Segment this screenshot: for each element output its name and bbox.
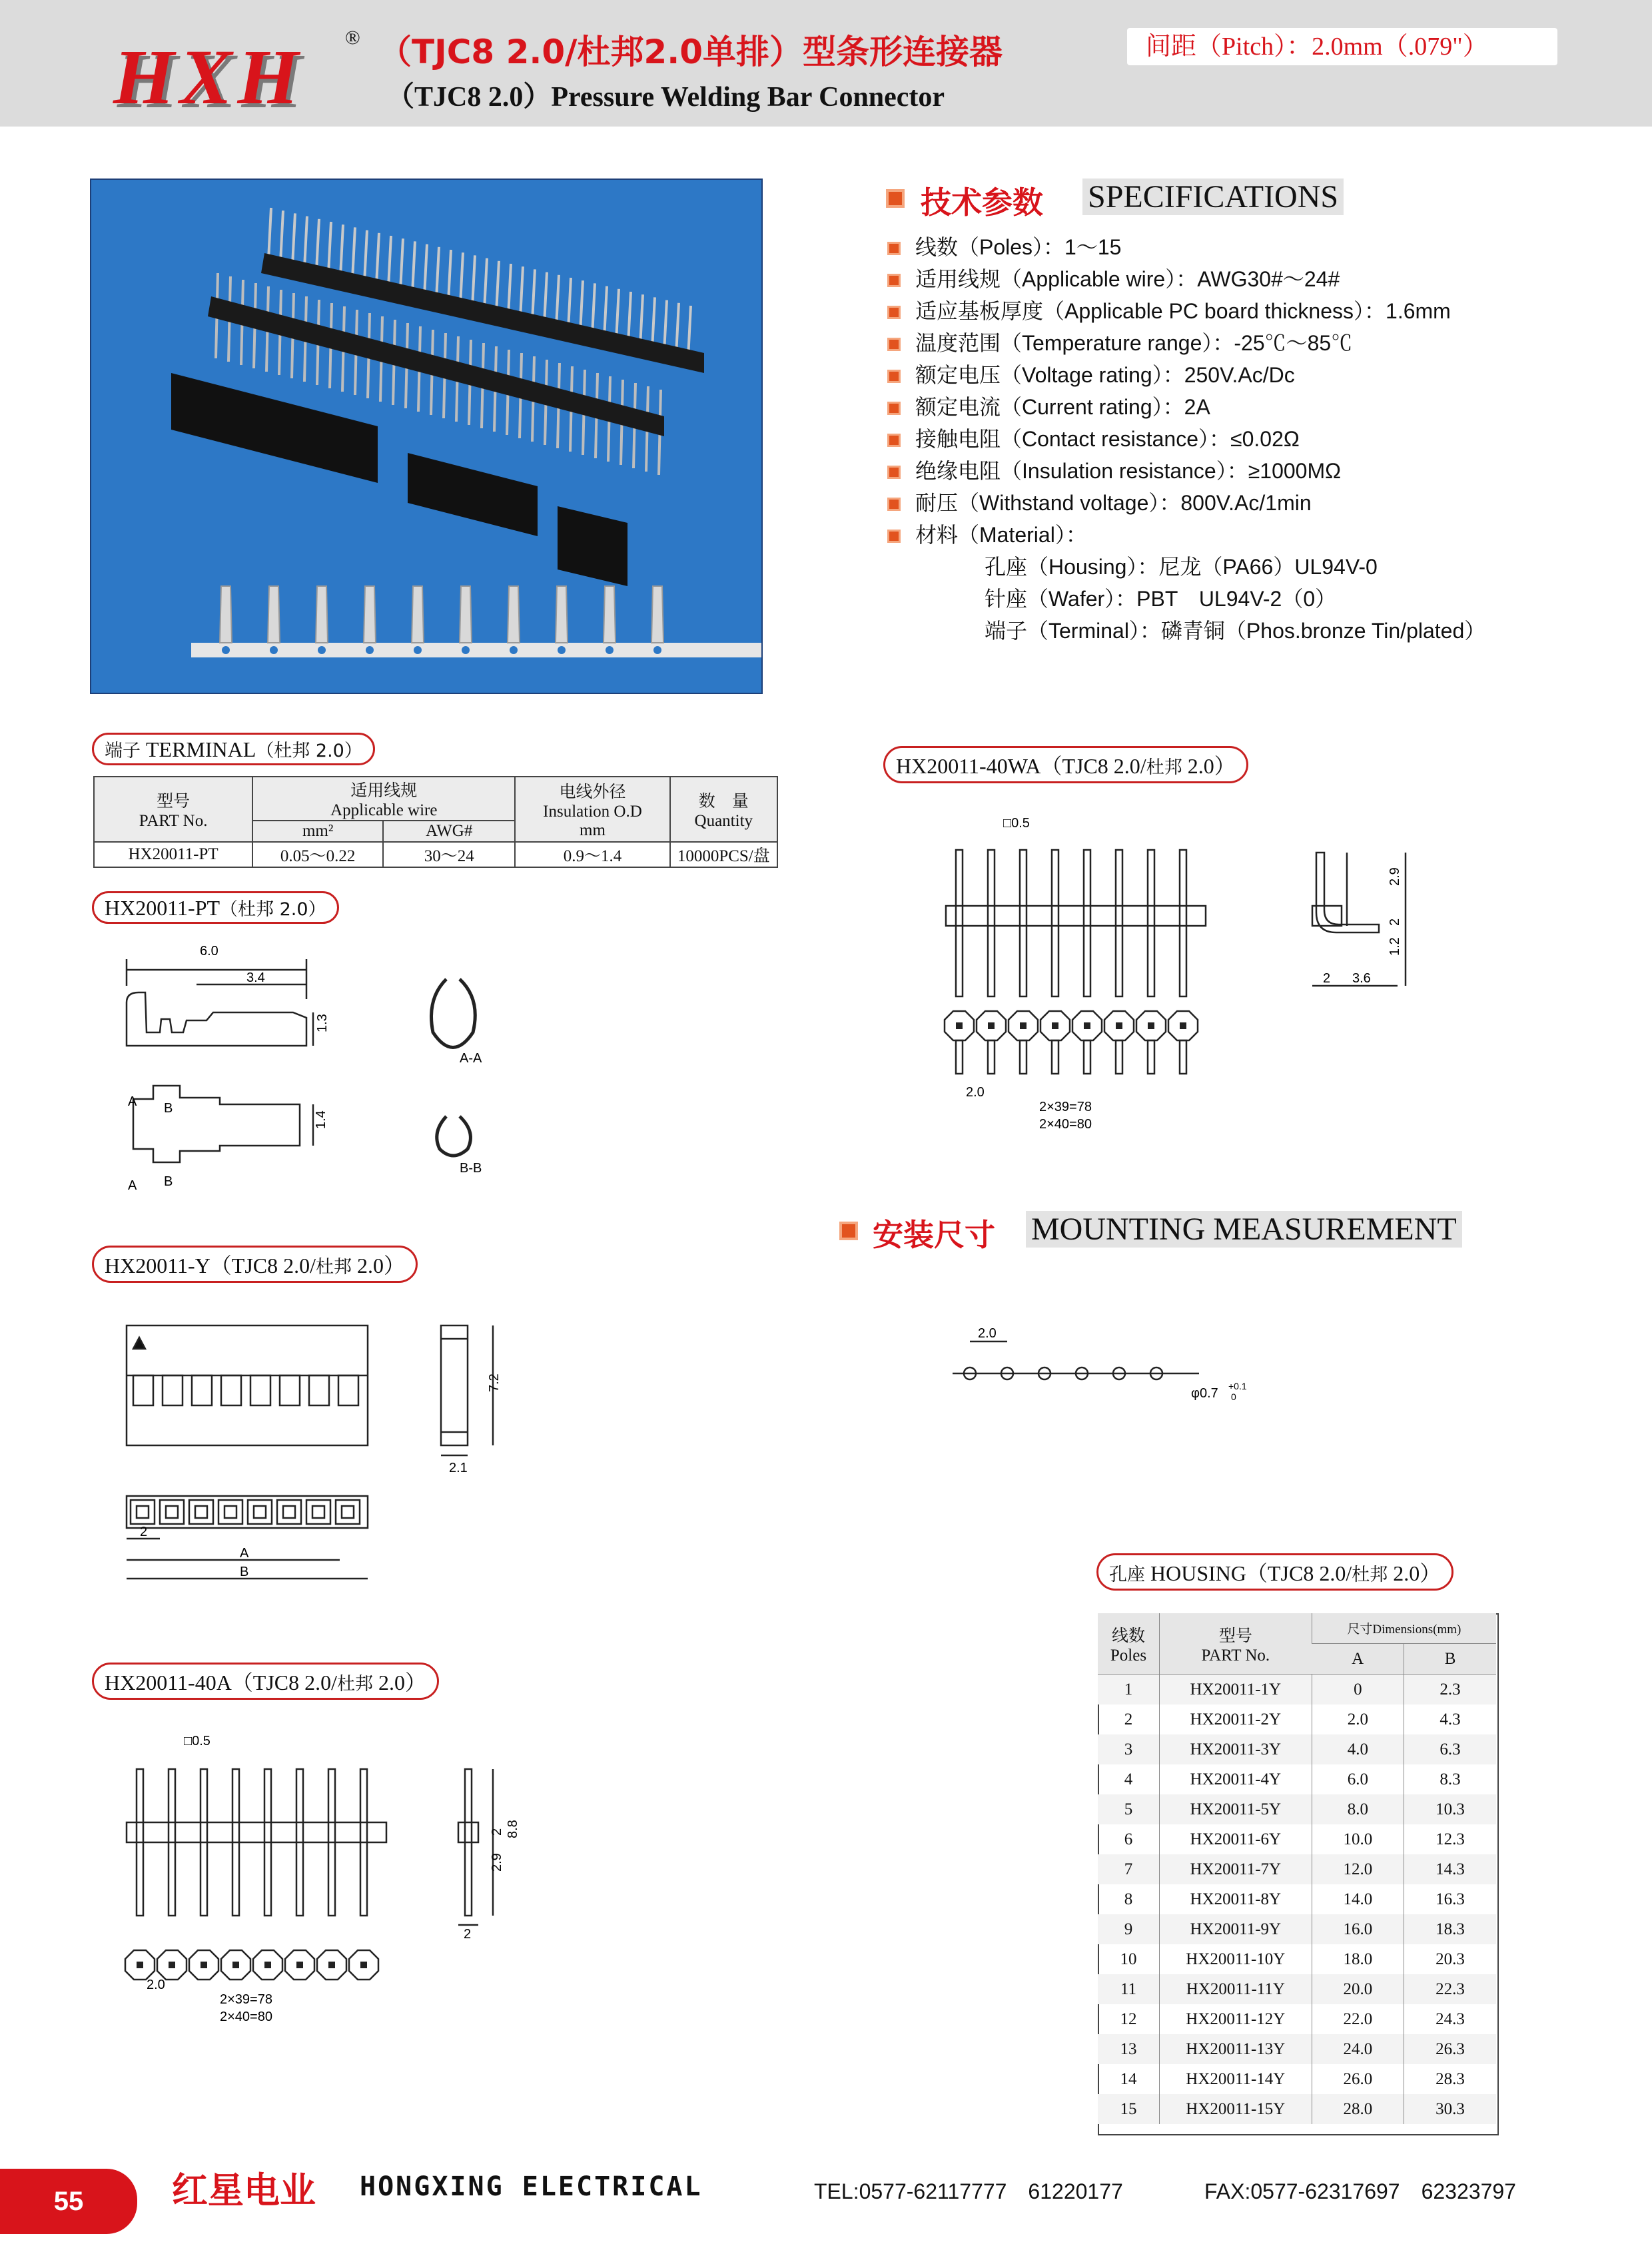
a40-tag-tail: 2.0） bbox=[373, 1671, 427, 1694]
table-row bbox=[1098, 1914, 1496, 1944]
spec-line bbox=[887, 328, 1352, 358]
brand-logo: HXH bbox=[113, 33, 304, 121]
company-name-en: HONGXING ELECTRICAL bbox=[360, 2171, 703, 2202]
spec-text: 耐压（Withstand voltage）：800V.Ac/1min bbox=[915, 491, 1312, 515]
housing-tag bbox=[1096, 1553, 1453, 1591]
cell-b: 18.3 bbox=[1404, 1914, 1496, 1944]
spec-line bbox=[887, 392, 1210, 422]
header-od-en: Insulation O.D bbox=[543, 803, 642, 821]
terminal-tag-en: TERMINAL bbox=[146, 737, 256, 761]
dim-width: 2.1 bbox=[449, 1461, 468, 1475]
col-part bbox=[94, 777, 252, 842]
terminal-tag bbox=[92, 733, 375, 765]
dim-pitch: 2 bbox=[140, 1525, 148, 1539]
cell-part: HX20011-11Y bbox=[1159, 1974, 1312, 2004]
cell-a: 14.0 bbox=[1312, 1884, 1404, 1914]
cell-part: HX20011-10Y bbox=[1159, 1944, 1312, 1974]
page-number: 55 bbox=[0, 2169, 137, 2234]
dim-width: 2 bbox=[464, 1927, 472, 1942]
header-dims-en: Dimensions(mm) bbox=[1372, 1623, 1461, 1637]
a40-tag-paren: （TJC8 2.0/ bbox=[231, 1671, 338, 1694]
footer-fax: FAX:0577-62317697 62323797 bbox=[1204, 2179, 1516, 2203]
cell-part: HX20011-15Y bbox=[1159, 2094, 1312, 2124]
spec-line bbox=[887, 296, 1451, 326]
spec-text: 额定电压（Voltage rating）：250V.Ac/Dc bbox=[915, 363, 1295, 387]
cell-poles: 12 bbox=[1120, 2010, 1137, 2028]
cell-awg: 30～24 bbox=[383, 842, 515, 867]
cell-a: 4.0 bbox=[1312, 1734, 1404, 1764]
cell-poles: 14 bbox=[1120, 2069, 1137, 2088]
cell-part: HX20011-2Y bbox=[1159, 1704, 1312, 1734]
spec-text: 适应基板厚度（Applicable PC board thickness）：1.6mm bbox=[915, 299, 1451, 323]
mounting-hole-drawing bbox=[946, 1319, 1266, 1405]
y-tag-tail: 2.0） bbox=[352, 1254, 406, 1278]
cell-poles: 2 bbox=[1124, 1710, 1133, 1728]
dim-height: 1.3 bbox=[315, 1014, 330, 1032]
header-wire-en: Applicable wire bbox=[330, 801, 438, 819]
cell-a: 18.0 bbox=[1312, 1944, 1404, 1974]
cell-part: HX20011-5Y bbox=[1159, 1794, 1312, 1824]
dim-v1: 2.9 bbox=[1388, 867, 1402, 886]
bullet-icon bbox=[887, 242, 901, 255]
terminal-tag-cn: 端子 bbox=[105, 741, 141, 761]
table-row bbox=[1098, 1974, 1496, 2004]
cell-part: HX20011-4Y bbox=[1159, 1764, 1312, 1794]
cell-poles: 4 bbox=[1124, 1770, 1133, 1788]
dim-lower-height: 2.9 bbox=[490, 1853, 504, 1872]
housing-table bbox=[1098, 1613, 1496, 2124]
table-row bbox=[1098, 1764, 1496, 1794]
header-b: B bbox=[1404, 1644, 1496, 1675]
right-angle-header-drawing bbox=[939, 806, 1426, 1146]
dim-b: B bbox=[240, 1565, 249, 1579]
table-row bbox=[1098, 1704, 1496, 1734]
bullet-icon bbox=[887, 306, 901, 319]
header-poles-en: Poles bbox=[1110, 1646, 1147, 1665]
spec-line bbox=[887, 424, 1300, 454]
housing-tag-cn: 孔座 bbox=[1109, 1565, 1145, 1585]
header-part-cn: 型号 bbox=[1218, 1627, 1252, 1645]
cell-poles: 7 bbox=[1098, 1854, 1159, 1884]
spec-line bbox=[887, 264, 1340, 294]
cell-poles: 1 bbox=[1098, 1675, 1159, 1705]
specs-heading-en: SPECIFICATIONS bbox=[1082, 179, 1344, 215]
cell-b: 4.3 bbox=[1404, 1704, 1496, 1734]
header-od-mm: mm bbox=[580, 821, 606, 839]
col-qty bbox=[670, 777, 777, 842]
cell-mm2: 0.05～0.22 bbox=[252, 842, 383, 867]
cell-poles: 3 bbox=[1098, 1734, 1159, 1764]
bullet-icon bbox=[887, 274, 901, 287]
dim-l1: 2×39=78 bbox=[1039, 1100, 1092, 1114]
footer-tel: TEL:0577-62117777 61220177 bbox=[814, 2179, 1123, 2203]
table-row bbox=[1098, 1944, 1496, 1974]
cell-poles: 5 bbox=[1098, 1794, 1159, 1824]
cell-poles: 11 bbox=[1098, 1974, 1159, 2004]
spec-line bbox=[887, 456, 1341, 486]
material-line: 孔座（Housing）：尼龙（PA66）UL94V-0 bbox=[985, 555, 1378, 579]
section-bullet-icon bbox=[839, 1222, 858, 1240]
table-row bbox=[1098, 1824, 1496, 1854]
spec-line bbox=[887, 232, 1121, 262]
cell-a: 12.0 bbox=[1312, 1854, 1404, 1884]
header-mm2: mm² bbox=[252, 821, 383, 842]
a40-tag-cn: 杜邦 bbox=[337, 1674, 374, 1694]
pt-tag-en: HX20011-PT bbox=[105, 896, 220, 920]
cell-od: 0.9～1.4 bbox=[515, 842, 669, 867]
spec-line bbox=[887, 488, 1312, 518]
col-od bbox=[515, 777, 669, 842]
mounting-heading-en: MOUNTING MEASUREMENT bbox=[1026, 1211, 1462, 1248]
dim-pitch: 2.0 bbox=[966, 1085, 985, 1100]
cell-a: 6.0 bbox=[1312, 1764, 1404, 1794]
cell-part: HX20011-7Y bbox=[1159, 1854, 1312, 1884]
spec-text: 温度范围（Temperature range）：-25℃～85℃ bbox=[915, 331, 1353, 355]
table-row bbox=[1098, 1884, 1496, 1914]
col-poles bbox=[1098, 1613, 1159, 1675]
wa40-tag-cn: 杜邦 bbox=[1146, 757, 1182, 778]
table-row bbox=[1098, 2004, 1496, 2034]
bullet-icon bbox=[887, 434, 901, 447]
dim-h2: 3.6 bbox=[1352, 971, 1371, 986]
bullet-icon bbox=[887, 402, 901, 415]
wa40-drawing-tag bbox=[883, 746, 1248, 783]
header-part-en: PART No. bbox=[1201, 1646, 1270, 1665]
a40-tag-en: HX20011-40A bbox=[105, 1671, 232, 1694]
wa40-tag-paren: （TJC8 2.0/ bbox=[1040, 754, 1146, 778]
cell-b: 12.3 bbox=[1404, 1824, 1496, 1854]
cell-b: 16.3 bbox=[1404, 1884, 1496, 1914]
table-row bbox=[1098, 1734, 1496, 1764]
dim-width: 1.4 bbox=[314, 1110, 328, 1129]
cell-a: 0 bbox=[1312, 1675, 1404, 1705]
spec-text: 适用线规（Applicable wire）：AWG30#～24# bbox=[915, 267, 1340, 291]
housing-tag-en: HOUSING bbox=[1150, 1561, 1246, 1585]
cell-a: 26.0 bbox=[1312, 2064, 1404, 2094]
cell-b: 30.3 bbox=[1404, 2094, 1496, 2124]
dim-tol-dn: 0 bbox=[1231, 1391, 1236, 1402]
pt-tag-cn: （杜邦 2.0） bbox=[220, 899, 326, 920]
cell-poles: 15 bbox=[1098, 2094, 1159, 2124]
cell-poles: 6 bbox=[1124, 1830, 1133, 1848]
registered-mark: ® bbox=[345, 27, 360, 49]
header-qty-en: Quantity bbox=[694, 812, 753, 830]
dim-length: 6.0 bbox=[200, 946, 218, 958]
dim-l2: 2×40=80 bbox=[220, 2010, 272, 2024]
dim-tol-up: +0.1 bbox=[1228, 1381, 1247, 1391]
cell-poles: 8 bbox=[1124, 1890, 1133, 1908]
col-wire bbox=[252, 777, 515, 821]
header-od-cn: 电线外径 bbox=[559, 783, 626, 801]
cell-part: HX20011-14Y bbox=[1159, 2064, 1312, 2094]
housing-tag-cn2: 杜邦 bbox=[1352, 1565, 1388, 1585]
y-tag-en: HX20011-Y bbox=[105, 1254, 210, 1278]
bullet-icon bbox=[887, 530, 901, 543]
housing-tag-paren: （TJC8 2.0/ bbox=[1246, 1561, 1352, 1585]
table-row bbox=[1098, 1794, 1496, 1824]
marker-b-top: B bbox=[164, 1101, 173, 1116]
col-dims bbox=[1312, 1613, 1496, 1644]
material-line: 端子（Terminal）：磷青铜（Phos.bronze Tin/plated） bbox=[985, 619, 1486, 643]
table-row bbox=[1098, 2034, 1496, 2064]
wa40-tag-tail: 2.0） bbox=[1182, 754, 1236, 778]
spec-line bbox=[887, 520, 1087, 550]
cell-b: 24.3 bbox=[1404, 2004, 1496, 2034]
cell-b: 8.3 bbox=[1404, 1764, 1496, 1794]
table-row bbox=[94, 842, 777, 867]
pitch-badge: 间距（Pitch）：2.0mm（.079"） bbox=[1127, 28, 1557, 65]
col-part bbox=[1159, 1613, 1312, 1675]
cell-part: HX20011-PT bbox=[94, 842, 252, 867]
a40-drawing-tag bbox=[92, 1663, 439, 1700]
y-drawing-tag bbox=[92, 1246, 418, 1283]
pt-drawing-tag bbox=[92, 891, 339, 924]
cell-part: HX20011-13Y bbox=[1159, 2034, 1312, 2064]
straight-header-drawing bbox=[120, 1725, 560, 2032]
housing-drawing bbox=[120, 1312, 546, 1592]
table-row bbox=[1098, 1675, 1496, 1705]
cell-poles: 10 bbox=[1120, 1950, 1137, 1968]
section-aa-label: A-A bbox=[460, 1051, 482, 1066]
cell-part: HX20011-1Y bbox=[1159, 1675, 1312, 1705]
bullet-icon bbox=[887, 498, 901, 511]
cell-b: 22.3 bbox=[1404, 1974, 1496, 2004]
table-row bbox=[1098, 2094, 1496, 2124]
cell-a: 28.0 bbox=[1312, 2094, 1404, 2124]
bullet-icon bbox=[887, 338, 901, 351]
spec-text: 线数（Poles）：1～15 bbox=[915, 235, 1122, 259]
cell-b: 20.3 bbox=[1404, 1944, 1496, 1974]
page-title-cn: （TJC8 2.0/杜邦2.0单排）型条形连接器 bbox=[378, 33, 1003, 71]
dim-part: 3.4 bbox=[246, 970, 265, 985]
header-awg: AWG# bbox=[383, 821, 515, 842]
wa40-tag-en: HX20011-40WA bbox=[896, 754, 1041, 778]
header-part-en: PART No. bbox=[139, 812, 208, 830]
spec-text: 材料（Material）： bbox=[915, 523, 1087, 547]
cell-part: HX20011-8Y bbox=[1159, 1884, 1312, 1914]
cell-poles: 13 bbox=[1098, 2034, 1159, 2064]
spec-text: 绝缘电阻（Insulation resistance）：≥1000MΩ bbox=[915, 459, 1342, 483]
dim-hole: φ0.7 bbox=[1191, 1386, 1218, 1401]
table-row bbox=[1098, 2064, 1496, 2094]
header-part-cn: 型号 bbox=[157, 793, 191, 811]
marker-a-bottom: A bbox=[128, 1178, 137, 1193]
header-a: A bbox=[1312, 1644, 1404, 1675]
mounting-heading-cn: 安装尺寸 bbox=[873, 1217, 995, 1253]
cell-part: HX20011-9Y bbox=[1159, 1914, 1312, 1944]
cell-qty: 10000PCS/盘 bbox=[670, 842, 777, 867]
cell-part: HX20011-12Y bbox=[1159, 2004, 1312, 2034]
cell-a: 2.0 bbox=[1312, 1704, 1404, 1734]
y-tag-paren: （TJC8 2.0/ bbox=[210, 1254, 316, 1278]
dim-a: A bbox=[240, 1546, 249, 1561]
product-photo bbox=[90, 179, 763, 694]
table-row bbox=[1098, 1854, 1496, 1884]
dim-v3: 1.2 bbox=[1388, 937, 1402, 956]
marker-b-bottom: B bbox=[164, 1174, 173, 1189]
header-wire-cn: 适用线规 bbox=[350, 782, 418, 800]
dim-height: 7.2 bbox=[487, 1373, 502, 1392]
material-line: 针座（Wafer）：PBT UL94V-2（0） bbox=[985, 587, 1337, 611]
header-qty-cn: 数 量 bbox=[698, 793, 749, 811]
header-dims-cn: 尺寸 bbox=[1347, 1623, 1373, 1637]
terminal-tag-suffix: （杜邦 2.0） bbox=[256, 741, 362, 761]
cell-a: 10.0 bbox=[1312, 1824, 1404, 1854]
bullet-icon bbox=[887, 466, 901, 479]
y-tag-cn: 杜邦 bbox=[316, 1257, 352, 1278]
company-name-cn: 红星电业 bbox=[172, 2169, 316, 2211]
marker-a-top: A bbox=[128, 1094, 137, 1109]
cell-a: 24.0 bbox=[1312, 2034, 1404, 2064]
dim-pitch: 2.0 bbox=[147, 1978, 165, 1992]
cell-part: HX20011-6Y bbox=[1159, 1824, 1312, 1854]
spec-text: 接触电阻（Contact resistance）：≤0.02Ω bbox=[915, 427, 1300, 451]
dim-base-height: 2 bbox=[490, 1828, 504, 1836]
bullet-icon bbox=[887, 370, 901, 383]
section-bullet-icon bbox=[886, 189, 905, 208]
cell-b: 10.3 bbox=[1404, 1794, 1496, 1824]
cell-b: 6.3 bbox=[1404, 1734, 1496, 1764]
terminal-drawing bbox=[113, 946, 546, 1199]
dim-h1: 2 bbox=[1323, 971, 1331, 986]
section-bb-label: B-B bbox=[460, 1161, 482, 1176]
dim-v2: 2 bbox=[1388, 918, 1402, 926]
cell-a: 20.0 bbox=[1312, 1974, 1404, 2004]
header-poles-cn: 线数 bbox=[1111, 1627, 1145, 1645]
housing-tag-tail: 2.0） bbox=[1388, 1561, 1442, 1585]
cell-part: HX20011-3Y bbox=[1159, 1734, 1312, 1764]
terminal-table bbox=[93, 776, 778, 868]
cell-a: 8.0 bbox=[1312, 1794, 1404, 1824]
cell-b: 14.3 bbox=[1404, 1854, 1496, 1884]
dim-pin-size: □0.5 bbox=[184, 1734, 210, 1748]
spec-line bbox=[887, 360, 1295, 390]
page-title-en: （TJC8 2.0）Pressure Welding Bar Connector bbox=[386, 82, 945, 113]
cell-a: 16.0 bbox=[1312, 1914, 1404, 1944]
cell-b: 2.3 bbox=[1404, 1675, 1496, 1705]
cell-poles: 9 bbox=[1098, 1914, 1159, 1944]
spec-text: 额定电流（Current rating）：2A bbox=[915, 395, 1210, 419]
dim-total-height: 8.8 bbox=[506, 1820, 520, 1838]
cell-a: 22.0 bbox=[1312, 2004, 1404, 2034]
specs-heading-cn: 技术参数 bbox=[921, 185, 1043, 220]
dim-pin-size: □0.5 bbox=[1003, 816, 1030, 831]
connector-photo-illustration bbox=[91, 180, 761, 693]
dim-pitch: 2.0 bbox=[978, 1326, 997, 1341]
cell-b: 26.3 bbox=[1404, 2034, 1496, 2064]
dim-l2: 2×40=80 bbox=[1039, 1117, 1092, 1132]
cell-b: 28.3 bbox=[1404, 2064, 1496, 2094]
dim-l1: 2×39=78 bbox=[220, 1992, 272, 2007]
